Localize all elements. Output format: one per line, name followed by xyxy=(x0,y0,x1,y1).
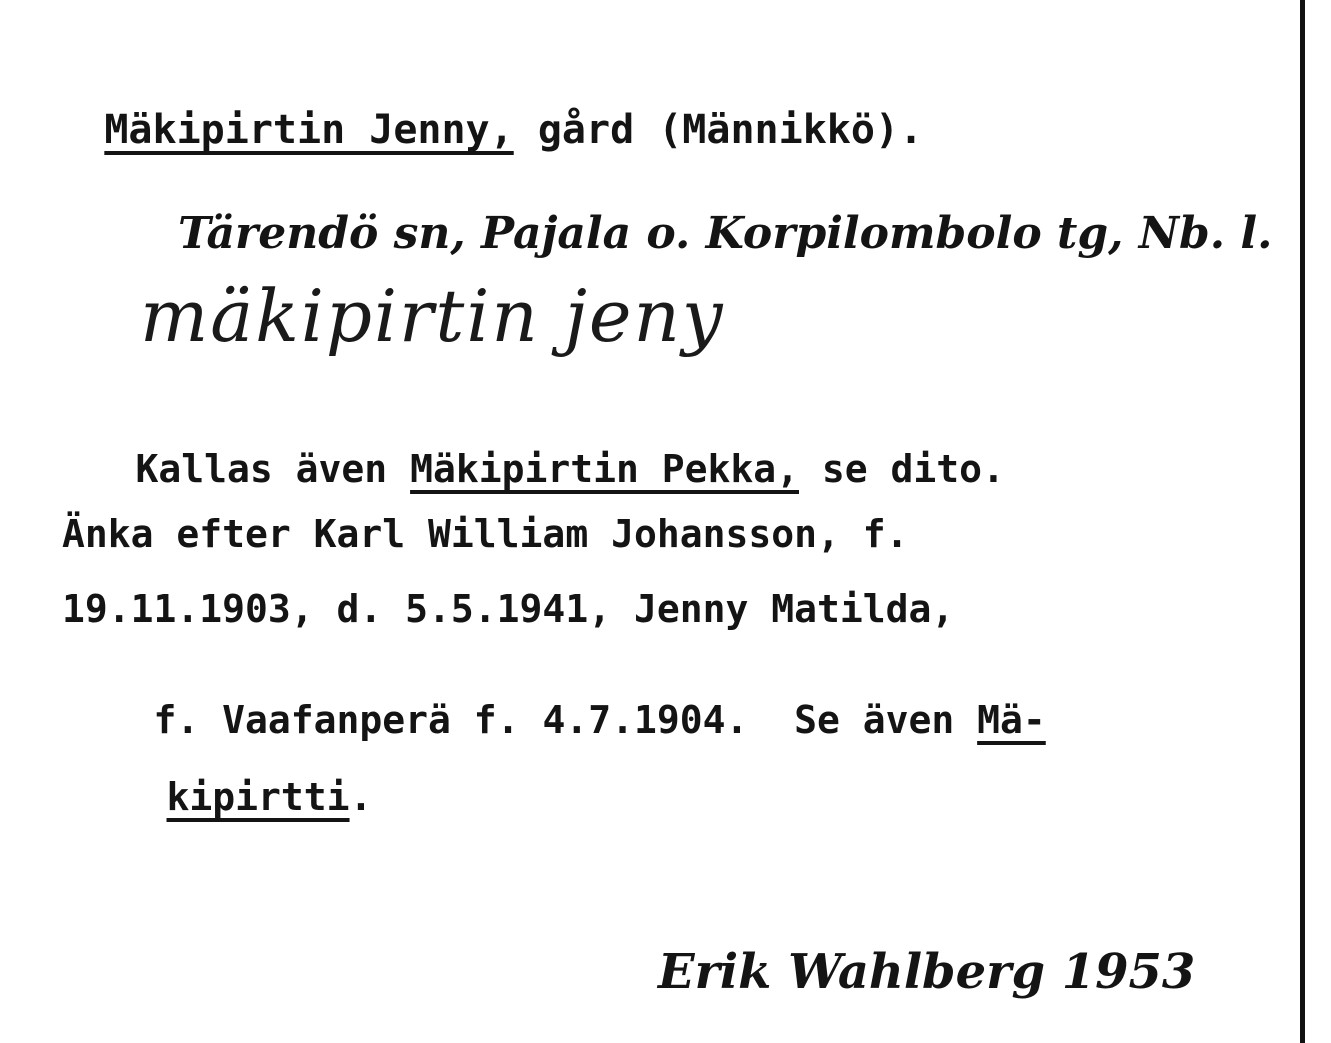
card-heading xyxy=(8,70,923,190)
heading-rest: gård (Männikkö). xyxy=(513,107,924,153)
signature: Erik Wahlberg 1953 xyxy=(658,944,1196,1000)
alias-after: se dito. xyxy=(799,447,1005,491)
location-line: Tärendö sn, Pajala o. Korpilombolo tg, Nb. l. xyxy=(178,208,1273,259)
card-edge-line xyxy=(1300,0,1305,1043)
body-line-2: 19.11.1903, d. 5.5.1941, Jenny Matilda, xyxy=(62,587,955,631)
body-line-3-link: Mä- xyxy=(977,698,1046,742)
alias-line xyxy=(44,412,1005,526)
alias-before: Kallas även xyxy=(135,447,411,491)
body-line-1: Änka efter Karl William Johansson, f. xyxy=(62,512,909,556)
body-line-4-link: kipirtti xyxy=(166,775,350,819)
handwritten-name: mäkipirtin jeny xyxy=(140,274,725,358)
body-line-4 xyxy=(75,740,372,854)
alias-link: Mäkipirtin Pekka, xyxy=(410,447,799,491)
body-line-4-text: . xyxy=(349,775,373,819)
heading-name: Mäkipirtin Jenny, xyxy=(104,107,514,153)
body-line-3-text: f. Vaafanperä f. 4.7.1904. Se även xyxy=(153,698,978,742)
